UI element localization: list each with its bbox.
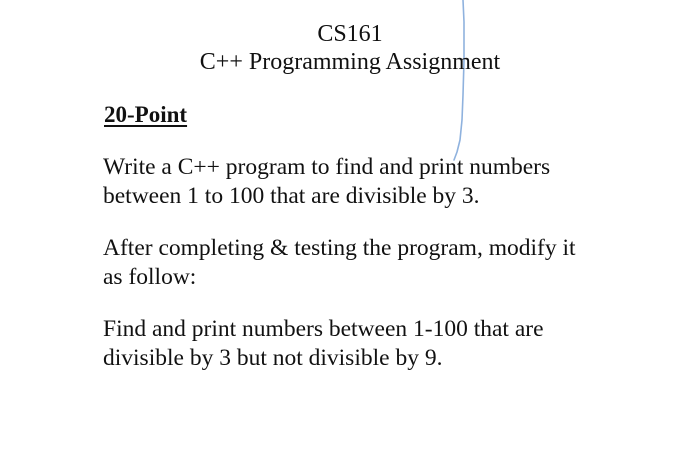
paragraph-line: between 1 to 100 that are divisible by 3. [103,182,480,209]
paragraph-line: Find and print numbers between 1-100 that are [103,316,544,342]
course-code: CS161 [317,21,383,47]
paragraph-line: Write a C++ program to find and print numbers [103,154,551,180]
paragraph-line: After completing & testing the program, modify it [103,235,576,261]
points-heading: 20-Point [104,102,188,127]
assignment-title: C++ Programming Assignment [199,49,501,75]
paragraph-task [103,153,643,210]
paragraph-line: as follow: [103,263,197,290]
paragraph-line: divisible by 3 but not divisible by 9. [103,344,443,371]
paragraph-modify [103,234,643,291]
paragraph-modified-task [103,315,643,372]
